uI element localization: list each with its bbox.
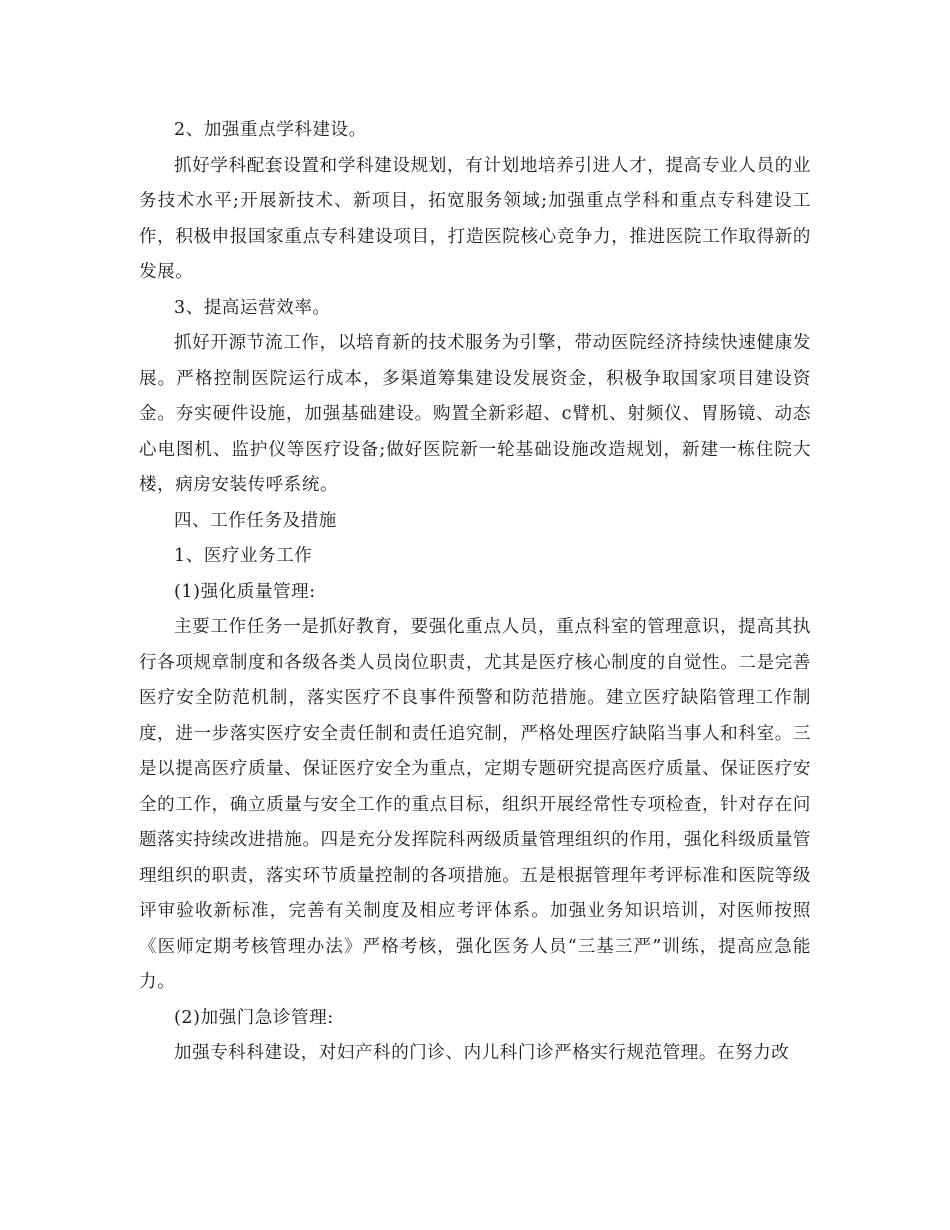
section-heading-key-discipline: 2、加强重点学科建设。 — [174, 120, 367, 140]
paragraph-discipline-construction: 抓好学科配套设置和学科建设规划，有计划地培养引进人才，提高专业人员的业务技术水平;开展新技术、新项目，拓宽服务领域;加强重点学科和重点专科建设工作，积极申报国家重点专科建设项目，打造医院核心竞争力，推进医院工作取得新的发展。 — [139, 155, 811, 282]
section-heading-operating-efficiency: 3、提高运营效率。 — [174, 297, 331, 318]
paragraph-outpatient-management: 加强专科科建设，对妇产科的门诊、内儿科门诊严格实行规范管理。在努力改 — [174, 1043, 790, 1063]
subsection-heading-outpatient-management: (2)加强门急诊管理: — [174, 1007, 334, 1028]
section-heading-medical-work: 1、医疗业务工作 — [174, 546, 313, 566]
document-body — [139, 113, 811, 1072]
paragraph-quality-management: 主要工作任务一是抓好教育，要强化重点人员，重点科室的管理意识，提高其执行各项规章制度和各级各类人员岗位职责，尤其是医疗核心制度的自觉性。二是完善医疗安全防范机制，落实医疗不良事件预警和防范措施。建立医疗缺陷管理工作制度，进一步落实医疗安全责任制和责任追究制，严格处理医疗缺陷当事人和科室。三是以提高医疗质量、保证医疗安全为重点，定期专题研究提高医疗质量、保证医疗安全的工作，确立质量与安全工作的重点目标，组织开展经常性专项检查，针对存在问题落实持续改进措施。四是充分发挥院科两级质量管理组织的作用，强化科级质量管理组织的职责，落实环节质量控制的各项措施。五是根据管理年考评标准和医院等级评审验收新标准，完善有关制度及相应考评体系。加强业务知识培训，对医师按照《医师定期考核管理办法》严格考核，强化医务人员“三基三严”训练，提高应急能力。 — [139, 617, 811, 992]
subsection-heading-quality-management: (1)强化质量管理: — [174, 581, 316, 602]
chapter-heading-tasks-measures: 四、工作任务及措施 — [174, 510, 337, 531]
paragraph-operating-efficiency: 抓好开源节流工作，以培育新的技术服务为引擎，带动医院经济持续快速健康发展。严格控制医院运行成本，多渠道筹集建设发展资金，积极争取国家项目建设资金。夯实硬件设施，加强基础建设。购置全新彩超、c臂机、射频仪、胃肠镜、动态心电图机、监护仪等医疗设备;做好医院新一轮基础设施改造规划，新建一栋住院大楼，病房安装传呼系统。 — [139, 333, 811, 495]
